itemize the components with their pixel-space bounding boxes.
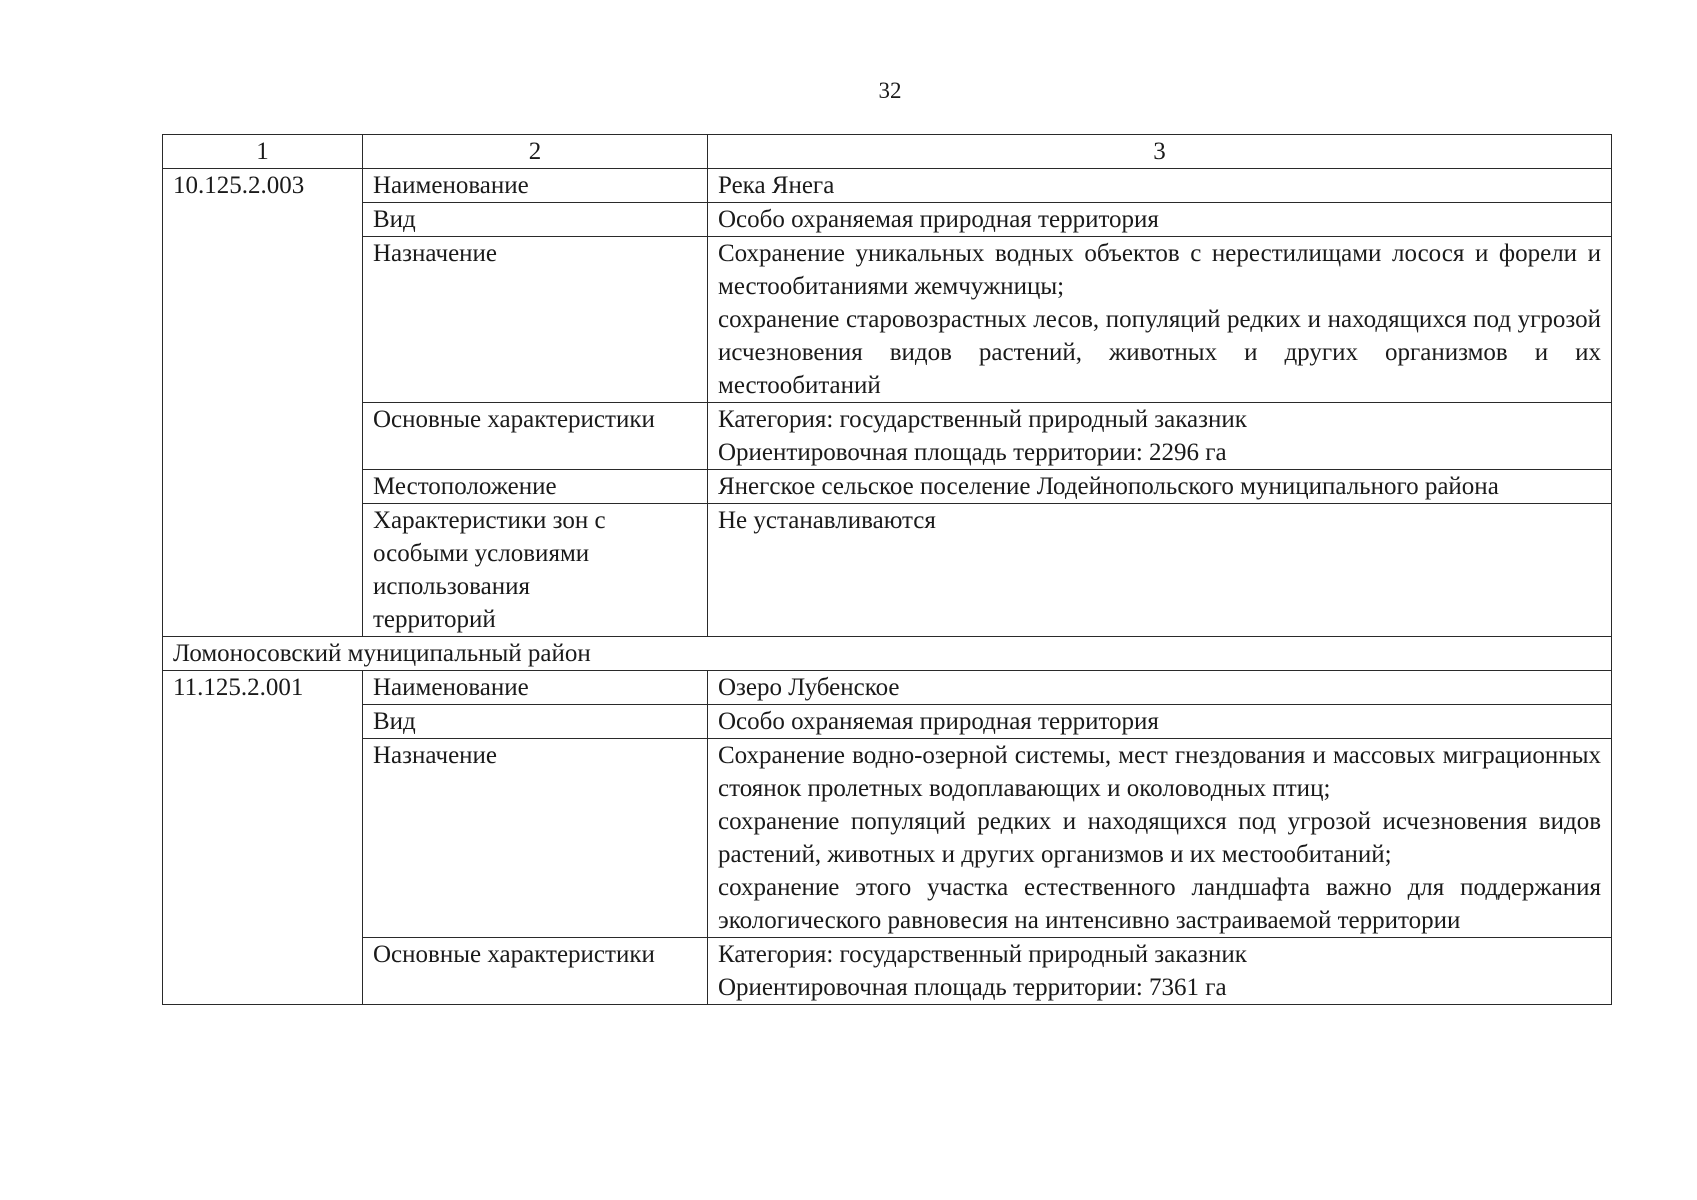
- row-label: Основные характеристики: [363, 403, 708, 470]
- column-header-3: 3: [708, 135, 1612, 169]
- row-label: Характеристики зон с особыми условиями использования территорий: [363, 504, 708, 637]
- table-row: [163, 169, 1612, 203]
- table-row: [163, 739, 1612, 938]
- table-row: [163, 705, 1612, 739]
- row-value: [708, 739, 1612, 938]
- row-label: Назначение: [363, 739, 708, 938]
- table-row: [163, 504, 1612, 637]
- value-text: Категория: государственный природный заказник: [718, 406, 1247, 433]
- page-number: 32: [878, 78, 902, 103]
- value-text: Сохранение уникальных водных объектов с нерестилищами лосося и форели и местообитаниями жемчужницы;: [718, 240, 1601, 300]
- value-text: Янегское сельское поселение Лодейнопольского муниципального района: [718, 473, 1499, 500]
- table-row: [163, 938, 1612, 1005]
- value-text: Река Янега: [718, 172, 835, 199]
- row-value: [708, 504, 1612, 637]
- entry-code: 10.125.2.003: [163, 169, 363, 637]
- row-label: Вид: [363, 705, 708, 739]
- table-row: [163, 203, 1612, 237]
- value-text: сохранение этого участка естественного ландшафта важно для поддержания экологического равновесия на интенсивно застраиваемой территории: [718, 874, 1601, 934]
- value-text: Ориентировочная площадь территории: 7361 га: [718, 974, 1227, 1001]
- value-text: Сохранение водно-озерной системы, мест гнездования и массовых миграционных стоянок пролетных водоплавающих и околоводных птиц;: [718, 742, 1601, 802]
- row-value: [708, 403, 1612, 470]
- row-value: [708, 470, 1612, 504]
- row-label: Наименование: [363, 671, 708, 705]
- value-text: Не устанавливаются: [718, 507, 936, 534]
- row-label: Основные характеристики: [363, 938, 708, 1005]
- value-text: сохранение старовозрастных лесов, популяций редких и находящихся под угрозой исчезновения видов растений, животных и других организмов и их местообитаний: [718, 306, 1601, 399]
- row-label: Вид: [363, 203, 708, 237]
- table-header-row: [163, 135, 1612, 169]
- value-text: Озеро Лубенское: [718, 674, 900, 701]
- row-value: [708, 938, 1612, 1005]
- table-row: [163, 671, 1612, 705]
- row-label: Местоположение: [363, 470, 708, 504]
- row-value: [708, 671, 1612, 705]
- value-text: Ориентировочная площадь территории: 2296 га: [718, 439, 1227, 466]
- table-row: [163, 403, 1612, 470]
- table-row: [163, 237, 1612, 403]
- row-value: [708, 169, 1612, 203]
- column-header-1: 1: [163, 135, 363, 169]
- table-row: [163, 470, 1612, 504]
- entry-code: 11.125.2.001: [163, 671, 363, 1005]
- value-text: Особо охраняемая природная территория: [718, 206, 1159, 233]
- region-row: [163, 637, 1612, 671]
- row-value: [708, 203, 1612, 237]
- value-text: сохранение популяций редких и находящихся под угрозой исчезновения видов растений, животных и других организмов и их местообитаний;: [718, 808, 1601, 868]
- row-label: Наименование: [363, 169, 708, 203]
- region-title: Ломоносовский муниципальный район: [163, 637, 1612, 671]
- row-label: Назначение: [363, 237, 708, 403]
- zones-table: [162, 134, 1612, 1005]
- value-text: Особо охраняемая природная территория: [718, 708, 1159, 735]
- value-text: Категория: государственный природный заказник: [718, 941, 1247, 968]
- column-header-2: 2: [363, 135, 708, 169]
- row-value: [708, 237, 1612, 403]
- row-value: [708, 705, 1612, 739]
